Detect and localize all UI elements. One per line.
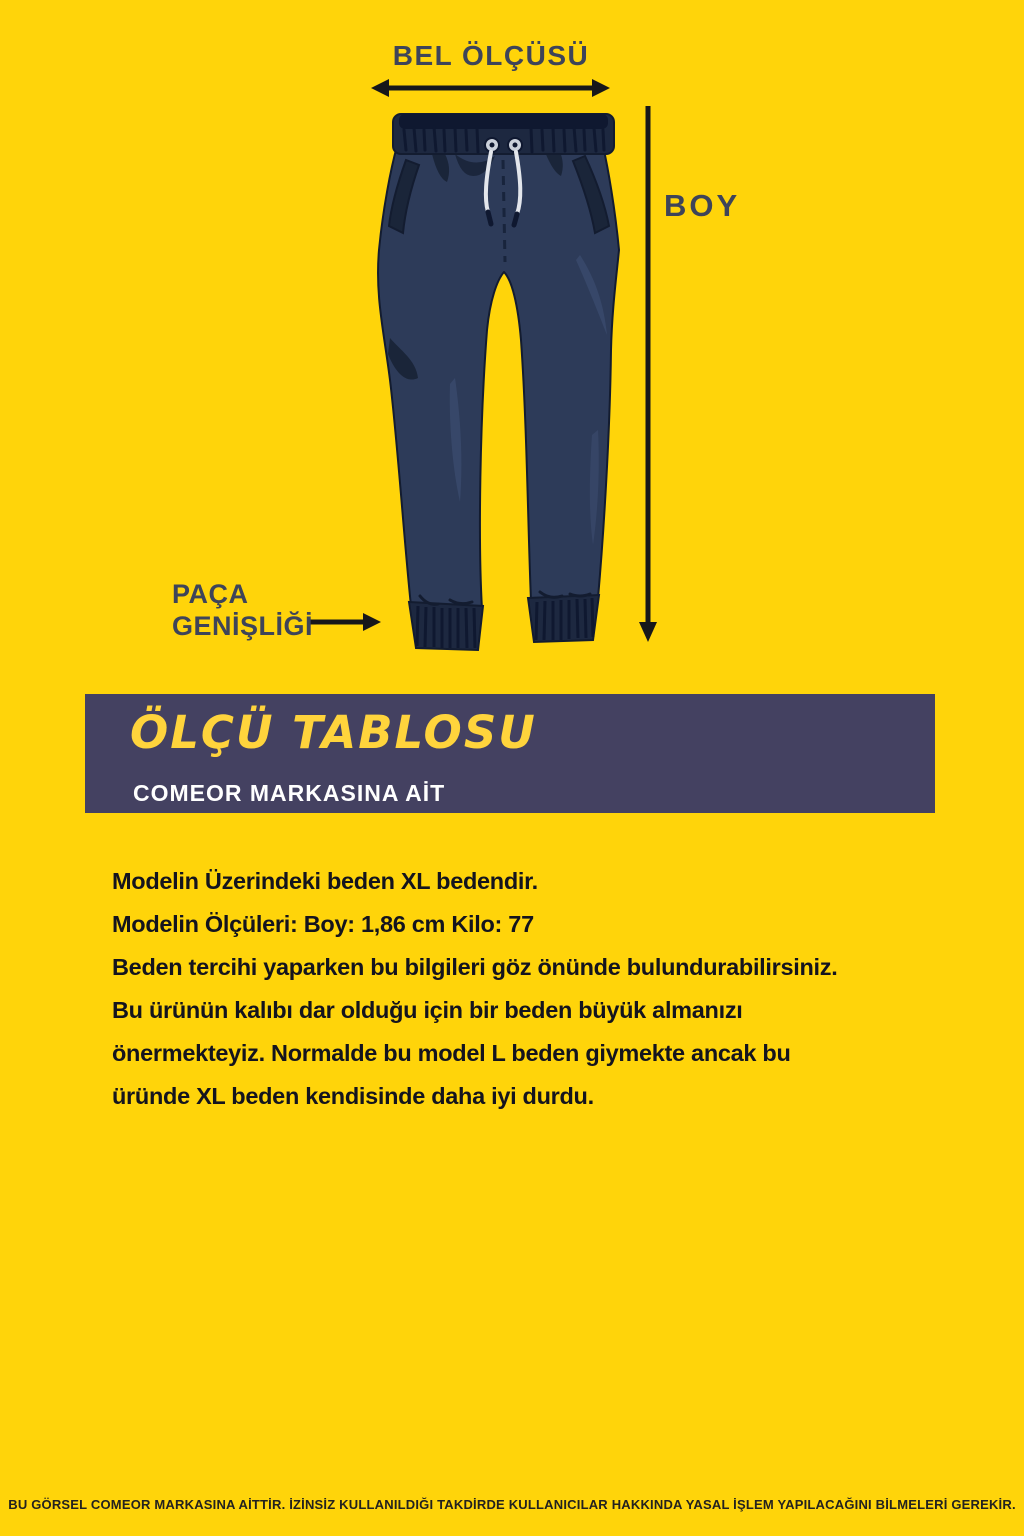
pants-illustration xyxy=(378,114,619,650)
size-info-paragraph xyxy=(112,860,958,1118)
copyright-disclaimer: BU GÖRSEL COMEOR MARKASINA AİTTİR. İZİNSİZ KULLANILDIĞI TAKDİRDE KULLANICILAR HAKKINDA YASAL İŞLEM YAPILACAĞINI BİLMELERİ GEREKİR. xyxy=(8,1497,1016,1512)
left-cuff xyxy=(409,602,483,650)
cuff-label-line1: PAÇA xyxy=(172,579,249,609)
size-table-banner xyxy=(85,694,935,813)
banner-subtitle: COMEOR MARKASINA AİT xyxy=(133,780,446,806)
waistband xyxy=(393,114,614,154)
info-line: üründe XL beden kendisinde daha iyi durdu. xyxy=(112,1083,594,1109)
waist-width-arrow xyxy=(371,79,610,97)
length-measure-label: BOY xyxy=(664,188,741,223)
cuff-width-measure-label xyxy=(172,578,313,642)
cuff-width-arrow xyxy=(308,613,381,631)
info-line: Modelin Üzerindeki beden XL bedendir. xyxy=(112,868,538,894)
banner-title: ÖLÇÜ TABLOSU xyxy=(130,706,537,759)
info-line: Beden tercihi yaparken bu bilgileri göz önünde bulundurabilirsiniz. xyxy=(112,954,838,980)
info-line: Modelin Ölçüleri: Boy: 1,86 cm Kilo: 77 xyxy=(112,911,534,937)
info-line: önermekteyiz. Normalde bu model L beden giymekte ancak bu xyxy=(112,1040,791,1066)
waist-measure-label: BEL ÖLÇÜSÜ xyxy=(392,40,590,71)
right-cuff xyxy=(528,595,599,642)
cuff-label-line2: GENİŞLİĞİ xyxy=(172,611,314,641)
length-arrow xyxy=(639,106,657,642)
info-line: Bu ürünün kalıbı dar olduğu için bir beden büyük almanızı xyxy=(112,997,743,1023)
pants-measurement-diagram xyxy=(0,0,1024,680)
